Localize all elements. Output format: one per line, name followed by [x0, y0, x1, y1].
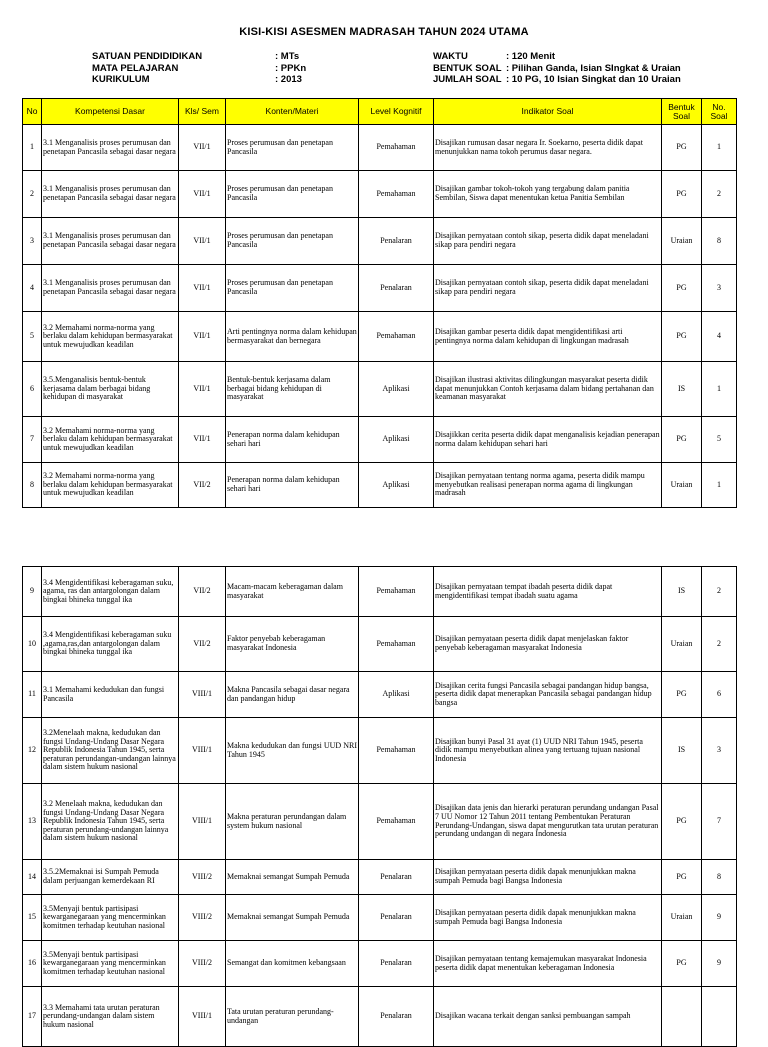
- meta-row-jumlah: [433, 74, 681, 86]
- kls-sem-cell: VIII/1: [179, 672, 226, 718]
- no-soal-cell: 1: [702, 463, 737, 508]
- bentuk-soal-cell: [662, 987, 702, 1047]
- header-bentuk-soal: Bentuk Soal: [662, 99, 702, 125]
- row-number: 14: [23, 860, 42, 895]
- kompetensi-dasar-cell: 3.4 Mengidentifikasi keberagaman suku, agama, ras dan antargolongan dalam bingkai bhineka tunggal ika: [42, 567, 179, 617]
- kompetensi-dasar-cell: 3.3 Memahami tata urutan peraturan perundang-undangan dalam sistem hukum nasional: [42, 987, 179, 1047]
- kls-sem-cell: VII/2: [179, 617, 226, 672]
- level-kognitif-cell: Penalaran: [359, 218, 434, 265]
- meta-value: : Pilihan Ganda, Isian SIngkat & Uraian: [506, 62, 681, 74]
- table-row: [23, 895, 737, 941]
- no-soal-cell: 1: [702, 362, 737, 417]
- header-no-soal: No. Soal: [702, 99, 737, 125]
- konten-materi-cell: Makna Pancasila sebagai dasar negara dan pandangan hidup: [226, 672, 359, 718]
- no-soal-cell: 3: [702, 265, 737, 312]
- kls-sem-cell: VII/2: [179, 463, 226, 508]
- bentuk-soal-cell: PG: [662, 672, 702, 718]
- konten-materi-cell: Makna kedudukan dan fungsi UUD NRI Tahun 1945: [226, 718, 359, 784]
- no-soal-cell: 3: [702, 718, 737, 784]
- table-row: [23, 617, 737, 672]
- konten-materi-cell: Arti pentingnya norma dalam kehidupan bermasyarakat dan bernegara: [226, 312, 359, 362]
- table-body-page2: [23, 567, 737, 1047]
- meta-row-satuan: [92, 51, 306, 63]
- kompetensi-dasar-cell: 3.4 Mengidentifikasi keberagaman suku ,agama,ras,dan antargolongan dalam bingkai bhineka tunggal ika: [42, 617, 179, 672]
- level-kognitif-cell: Aplikasi: [359, 463, 434, 508]
- kls-sem-cell: VII/1: [179, 265, 226, 312]
- bentuk-soal-cell: PG: [662, 125, 702, 171]
- row-number: 1: [23, 125, 42, 171]
- meta-value: : PPKn: [275, 62, 307, 74]
- level-kognitif-cell: Aplikasi: [359, 362, 434, 417]
- no-soal-cell: 7: [702, 784, 737, 860]
- indikator-soal-cell: Disajikan rumusan dasar negara Ir. Soekarno, peserta didik dapat menunjukkan nama tokoh perumus dasar negara.: [434, 125, 662, 171]
- level-kognitif-cell: Penalaran: [359, 265, 434, 312]
- level-kognitif-cell: Pemahaman: [359, 784, 434, 860]
- meta-label: WAKTU: [433, 51, 468, 62]
- bentuk-soal-cell: IS: [662, 362, 702, 417]
- kls-sem-cell: VII/1: [179, 312, 226, 362]
- meta-left: [92, 51, 306, 86]
- konten-materi-cell: Proses perumusan dan penetapan Pancasila: [226, 218, 359, 265]
- table-row: [23, 860, 737, 895]
- kls-sem-cell: VII/1: [179, 362, 226, 417]
- kompetensi-dasar-cell: 3.1 Menganalisis proses perumusan dan penetapan Pancasila sebagai dasar negara: [42, 265, 179, 312]
- meta-label: SATUAN PENDIDIDIKAN: [92, 51, 203, 62]
- konten-materi-cell: Penerapan norma dalam kehidupan sehari hari: [226, 417, 359, 463]
- bentuk-soal-cell: PG: [662, 860, 702, 895]
- kls-sem-cell: VIII/2: [179, 860, 226, 895]
- no-soal-cell: 1: [702, 125, 737, 171]
- table-row: [23, 567, 737, 617]
- kompetensi-dasar-cell: 3.2 Memahami norma-norma yang berlaku dalam kehidupan bermasyarakat untuk mewujudkan keadilan: [42, 463, 179, 508]
- meta-value: : 120 Menit: [506, 51, 556, 62]
- kompetensi-dasar-cell: 3.1 Menganalisis proses perumusan dan penetapan Pancasila sebagai dasar negara: [42, 171, 179, 218]
- konten-materi-cell: Penerapan norma dalam kehidupan sehari hari: [226, 463, 359, 508]
- header-indikator-soal: Indikator Soal: [434, 99, 662, 125]
- no-soal-cell: 5: [702, 417, 737, 463]
- kompetensi-dasar-cell: 3.2Menelaah makna, kedudukan dan fungsi Undang-Undang Dasar Negara Republik Indonesia Tahun 1945, serta peraturan perundangan-undangan lainnya dalam sistem hukum nasional: [42, 718, 179, 784]
- konten-materi-cell: Memaknai semangat Sumpah Pemuda: [226, 860, 359, 895]
- meta-label: BENTUK SOAL: [433, 62, 502, 74]
- bentuk-soal-cell: IS: [662, 718, 702, 784]
- level-kognitif-cell: Aplikasi: [359, 417, 434, 463]
- header-no: No: [23, 99, 42, 125]
- kompetensi-dasar-cell: 3.5Menyaji bentuk partisipasi kewarganegaraan yang mencerminkan komitmen terhadap keutuhan nasional: [42, 895, 179, 941]
- table-row: [23, 218, 737, 265]
- bentuk-soal-cell: PG: [662, 941, 702, 987]
- indikator-soal-cell: Disajikan data jenis dan hierarki peraturan perundang undangan Pasal 7 UU Nomor 12 Tahun 2011 tentang Pembentukan Peraturan Perundang-Undangan, siswa dapat mengurutkan tata urutan peraturan perundang undangan di negara Indonesia: [434, 784, 662, 860]
- meta-value: : 10 PG, 10 Isian Singkat dan 10 Uraian: [506, 74, 681, 85]
- meta-value: : MTs: [275, 51, 300, 62]
- table-row: [23, 312, 737, 362]
- indikator-soal-cell: Disajikan pernyataan peserta didik dapak menunjukkan makna sumpah Pemuda bagi Bangsa Indonesia: [434, 895, 662, 941]
- no-soal-cell: 8: [702, 218, 737, 265]
- kls-sem-cell: VII/1: [179, 218, 226, 265]
- meta-row-bentuk: [433, 63, 681, 75]
- meta-row-mapel: [92, 63, 306, 75]
- row-number: 17: [23, 987, 42, 1047]
- table-body-page1: [23, 125, 737, 508]
- table-row: [23, 171, 737, 218]
- header-konten-materi: Konten/Materi: [226, 99, 359, 125]
- row-number: 11: [23, 672, 42, 718]
- row-number: 16: [23, 941, 42, 987]
- indikator-soal-cell: Disajikan pernyataan peserta didik dapat menjelaskan faktor penyebab keberagaman masyarakat Indonesia: [434, 617, 662, 672]
- level-kognitif-cell: Aplikasi: [359, 672, 434, 718]
- kompetensi-dasar-cell: 3.2 Memahami norma-norma yang berlaku dalam kehidupan bermasyarakat untuk mewujudkan keadilan: [42, 417, 179, 463]
- kompetensi-dasar-cell: 3.5Menyaji bentuk partisipasi kewarganegaraan yang mencerminkan komitmen terhadap keutuhan nasional: [42, 941, 179, 987]
- kompetensi-dasar-cell: 3.2 Memahami norma-norma yang berlaku dalam kehidupan bermasyarakat untuk mewujudkan keadilan: [42, 312, 179, 362]
- indikator-soal-cell: Disajikan pernyataan peserta didik dapak menunjukkan makna sumpah Pemuda bagi Bangsa Indonesia: [434, 860, 662, 895]
- indikator-soal-cell: Disajikan pernyataan tempat ibadah peserta didik dapat mengidentifikasi tempat ibadah suatu agama: [434, 567, 662, 617]
- header-level-kognitif: Level Kognitif: [359, 99, 434, 125]
- header-kompetensi-dasar: Kompetensi Dasar: [42, 99, 179, 125]
- konten-materi-cell: Proses perumusan dan penetapan Pancasila: [226, 265, 359, 312]
- bentuk-soal-cell: PG: [662, 784, 702, 860]
- kompetensi-dasar-cell: 3.5.2Memaknai isi Sumpah Pemuda dalam perjuangan kemerdekaan RI: [42, 860, 179, 895]
- indikator-soal-cell: Disajikan bunyi Pasal 31 ayat (1) UUD NRI Tahun 1945, peserta didik mampu menyebutkan alinea yang tertuang tujuan nasional Indonesia: [434, 718, 662, 784]
- table-header-row: [23, 99, 737, 125]
- meta-label: KURIKULUM: [92, 74, 150, 85]
- kls-sem-cell: VII/1: [179, 417, 226, 463]
- row-number: 2: [23, 171, 42, 218]
- bentuk-soal-cell: Uraian: [662, 463, 702, 508]
- indikator-soal-cell: Disajikan cerita fungsi Pancasila sebagai pandangan hidup bangsa, peserta didik dapat menerapkan Pancasila sebagai pandangan hidup bangsa: [434, 672, 662, 718]
- row-number: 15: [23, 895, 42, 941]
- bentuk-soal-cell: IS: [662, 567, 702, 617]
- konten-materi-cell: Proses perumusan dan penetapan Pancasila: [226, 171, 359, 218]
- table-row: [23, 265, 737, 312]
- row-number: 3: [23, 218, 42, 265]
- row-number: 13: [23, 784, 42, 860]
- kls-sem-cell: VII/1: [179, 171, 226, 218]
- kls-sem-cell: VII/2: [179, 567, 226, 617]
- header-kls-sem: Kls/ Sem: [179, 99, 226, 125]
- kls-sem-cell: VIII/1: [179, 784, 226, 860]
- document-title: KISI-KISI ASESMEN MADRASAH TAHUN 2024 UTAMA: [239, 26, 529, 38]
- level-kognitif-cell: Penalaran: [359, 895, 434, 941]
- konten-materi-cell: Faktor penyebab keberagaman masyarakat Indonesia: [226, 617, 359, 672]
- no-soal-cell: 2: [702, 567, 737, 617]
- row-number: 8: [23, 463, 42, 508]
- konten-materi-cell: Semangat dan komitmen kebangsaan: [226, 941, 359, 987]
- kisi-kisi-table-page2: [22, 566, 737, 1047]
- bentuk-soal-cell: Uraian: [662, 218, 702, 265]
- table-row: [23, 672, 737, 718]
- kompetensi-dasar-cell: 3.1 Menganalisis proses perumusan dan penetapan Pancasila sebagai dasar negara: [42, 218, 179, 265]
- kls-sem-cell: VIII/2: [179, 941, 226, 987]
- bentuk-soal-cell: Uraian: [662, 895, 702, 941]
- table-row: [23, 362, 737, 417]
- table-row: [23, 125, 737, 171]
- kls-sem-cell: VIII/2: [179, 895, 226, 941]
- level-kognitif-cell: Penalaran: [359, 860, 434, 895]
- konten-materi-cell: Bentuk-bentuk kerjasama dalam berbagai bidang kehidupan di masyarakat: [226, 362, 359, 417]
- konten-materi-cell: Memaknai semangat Sumpah Pemuda: [226, 895, 359, 941]
- kompetensi-dasar-cell: 3.2 Menelaah makna, kedudukan dan fungsi Undang-Undang Dasar Negara Republik Indonesia Tahun 1945, serta peraturan perundang-undangan lainnya dalam sistem hukum nasional: [42, 784, 179, 860]
- konten-materi-cell: Proses perumusan dan penetapan Pancasila: [226, 125, 359, 171]
- no-soal-cell: 6: [702, 672, 737, 718]
- table-row: [23, 417, 737, 463]
- meta-label: MATA PELAJARAN: [92, 62, 179, 74]
- konten-materi-cell: Tata urutan peraturan perundang-undangan: [226, 987, 359, 1047]
- row-number: 4: [23, 265, 42, 312]
- row-number: 5: [23, 312, 42, 362]
- indikator-soal-cell: Disajikan pernyataan contoh sikap, peserta didik dapat meneladani sikap para pendiri negara: [434, 218, 662, 265]
- level-kognitif-cell: Pemahaman: [359, 718, 434, 784]
- indikator-soal-cell: Disajikan wacana terkait dengan sanksi pembuangan sampah: [434, 987, 662, 1047]
- row-number: 12: [23, 718, 42, 784]
- kls-sem-cell: VIII/1: [179, 987, 226, 1047]
- bentuk-soal-cell: PG: [662, 312, 702, 362]
- meta-right: [433, 51, 681, 86]
- row-number: 7: [23, 417, 42, 463]
- indikator-soal-cell: Disajikan ilustrasi aktivitas dilingkungan masyarakat peserta didik dapat menunjukkan Contoh kerjasama dalam bidang pertahanan dan keamanan masyarakat: [434, 362, 662, 417]
- no-soal-cell: 9: [702, 895, 737, 941]
- level-kognitif-cell: Penalaran: [359, 941, 434, 987]
- kls-sem-cell: VII/1: [179, 125, 226, 171]
- bentuk-soal-cell: PG: [662, 265, 702, 312]
- bentuk-soal-cell: Uraian: [662, 617, 702, 672]
- indikator-soal-cell: Disajikan pernyataan tentang norma agama, peserta didik mampu menyebutkan realisasi penerapan norma agama di lingkungan madrasah: [434, 463, 662, 508]
- indikator-soal-cell: Disajikkan cerita peserta didik dapat menganalisis kejadian penerapan norma dalam kehidupan sehari hari: [434, 417, 662, 463]
- level-kognitif-cell: Pemahaman: [359, 617, 434, 672]
- kompetensi-dasar-cell: 3.1 Memahami kedudukan dan fungsi Pancasila: [42, 672, 179, 718]
- kisi-kisi-table-page1: [22, 98, 737, 508]
- konten-materi-cell: Makna peraturan perundangan dalam system hukum nasional: [226, 784, 359, 860]
- kompetensi-dasar-cell: 3.1 Menganalisis proses perumusan dan penetapan Pancasila sebagai dasar negara: [42, 125, 179, 171]
- kls-sem-cell: VIII/1: [179, 718, 226, 784]
- table-row: [23, 987, 737, 1047]
- no-soal-cell: 9: [702, 941, 737, 987]
- level-kognitif-cell: Pemahaman: [359, 171, 434, 218]
- level-kognitif-cell: Pemahaman: [359, 125, 434, 171]
- bentuk-soal-cell: PG: [662, 417, 702, 463]
- no-soal-cell: 2: [702, 171, 737, 218]
- row-number: 9: [23, 567, 42, 617]
- level-kognitif-cell: Pemahaman: [359, 312, 434, 362]
- meta-row-waktu: [433, 51, 681, 63]
- table-row: [23, 941, 737, 987]
- no-soal-cell: [702, 987, 737, 1047]
- meta-row-kurikulum: [92, 74, 306, 86]
- table-row: [23, 463, 737, 508]
- no-soal-cell: 4: [702, 312, 737, 362]
- row-number: 6: [23, 362, 42, 417]
- indikator-soal-cell: Disajikan pernyataan tentang kemajemukan masyarakat Indonesia peserta didik dapat menentukan keberagaman Indonesia: [434, 941, 662, 987]
- no-soal-cell: 8: [702, 860, 737, 895]
- table-row: [23, 784, 737, 860]
- meta-label: JUMLAH SOAL: [433, 74, 502, 85]
- row-number: 10: [23, 617, 42, 672]
- indikator-soal-cell: Disajikan gambar tokoh-tokoh yang tergabung dalam panitia Sembilan, Siswa dapat menentukan ketua Panitia Sembilan: [434, 171, 662, 218]
- no-soal-cell: 2: [702, 617, 737, 672]
- table-row: [23, 718, 737, 784]
- bentuk-soal-cell: PG: [662, 171, 702, 218]
- level-kognitif-cell: Penalaran: [359, 987, 434, 1047]
- indikator-soal-cell: Disajikan gambar peserta didik dapat mengidentifikasi arti pentingnya norma dalam kehidupan di lingkungan madrasah: [434, 312, 662, 362]
- konten-materi-cell: Macam-macam keberagaman dalam masyarakat: [226, 567, 359, 617]
- meta-value: : 2013: [275, 74, 302, 85]
- kompetensi-dasar-cell: 3.5.Menganalisis bentuk-bentuk kerjasama dalam berbagai bidang kehidupan di masyarakat: [42, 362, 179, 417]
- indikator-soal-cell: Disajikan pernyataan contoh sikap, peserta didik dapat meneladani sikap para pendiri negara: [434, 265, 662, 312]
- level-kognitif-cell: Pemahaman: [359, 567, 434, 617]
